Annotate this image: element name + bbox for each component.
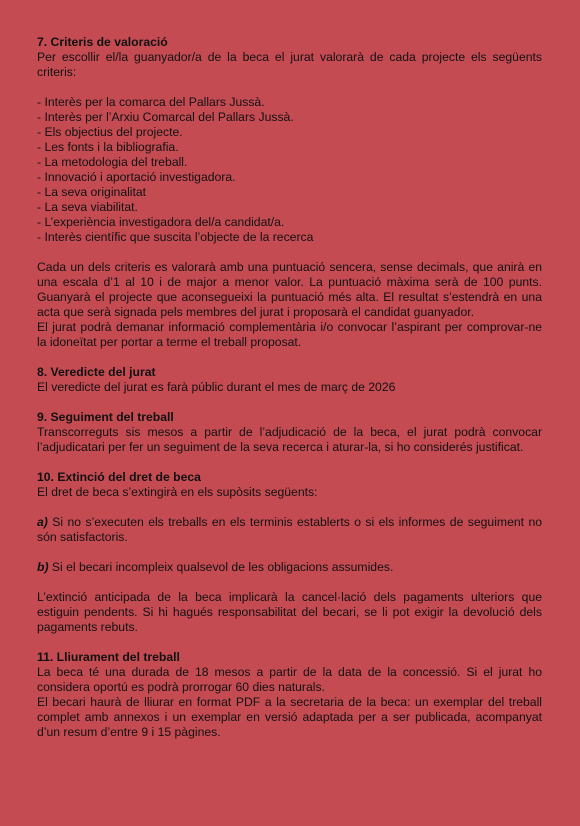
criteria-item: - Els objectius del projecte. xyxy=(37,125,183,139)
section-7-intro: Per escollir el/la guanyador/a de la beca el jurat valorarà de cada projecte els següents criteris: xyxy=(37,50,542,79)
section-8-heading: 8. Veredicte del jurat xyxy=(37,365,156,379)
spacer xyxy=(37,455,542,470)
spacer xyxy=(37,575,542,590)
criteria-item: - La metodologia del treball. xyxy=(37,155,188,169)
section-10-intro: El dret de beca s’extingirà en els supòsits següents: xyxy=(37,485,318,499)
spacer xyxy=(37,635,542,650)
spacer xyxy=(37,545,542,560)
spacer xyxy=(37,245,542,260)
spacer xyxy=(37,80,542,95)
spacer xyxy=(37,350,542,365)
criteria-item: - Interès per l’Arxiu Comarcal del Pallars Jussà. xyxy=(37,110,294,124)
section-7-paragraph: Cada un dels criteris es valorarà amb una puntuació sencera, sense decimals, que anirà en una escala d’1 al 10 i de major a menor valor. La puntuació màxima serà de 100 punts. Guanyarà el projecte que aconsegueixi la puntuació més alta. El resultat s’estendrà en una acta que serà signada pels membres del jurat i proposarà el candidat guanyador. xyxy=(37,260,542,319)
section-10-case-a xyxy=(37,515,542,545)
criteria-item: - La seva viabilitat. xyxy=(37,200,138,214)
criteria-item: - L’experiència investigadora del/a candidat/a. xyxy=(37,215,285,229)
criteria-item: - Innovació i aportació investigadora. xyxy=(37,170,236,184)
section-8-paragraph: El veredicte del jurat es farà públic durant el mes de març de 2026 xyxy=(37,380,396,394)
section-7-paragraph: El jurat podrà demanar informació complementària i/o convocar l’aspirant per comprovar-ne la idoneïtat per portar a terme el treball proposat. xyxy=(37,320,542,349)
criteria-list xyxy=(37,95,542,245)
section-11-paragraph: El becari haurà de lliurar en format PDF a la secretaria de la beca: un exemplar del treball complet amb annexos i un exemplar en versió adaptada per a ser publicada, acompanyat d’un resum d’entre 9 i 15 pàgines. xyxy=(37,695,542,739)
section-9-paragraph: Transcorreguts sis mesos a partir de l’adjudicació de la beca, el jurat podrà convocar l’adjudicatari per fer un seguiment de la seva recerca i aturar-la, si ho considerés justificat. xyxy=(37,425,542,454)
section-11-heading: 11. Lliurament del treball xyxy=(37,650,180,664)
criteria-item: - La seva originalitat xyxy=(37,185,147,199)
section-11-paragraph: La beca té una durada de 18 mesos a partir de la data de la concessió. Si el jurat ho considera oportú es podrà prorrogar 60 dies naturals. xyxy=(37,665,542,694)
spacer xyxy=(37,395,542,410)
criteria-item: - Les fonts i la bibliografia. xyxy=(37,140,179,154)
section-10-paragraph: L’extinció anticipada de la beca implicarà la cancel·lació dels pagaments ulteriors que estiguin pendents. Si hi hagués responsabilitat del becari, se li pot exigir la devolució dels pagaments rebuts. xyxy=(37,590,542,634)
section-10-heading: 10. Extinció del dret de beca xyxy=(37,470,201,484)
section-9-heading: 9. Seguiment del treball xyxy=(37,410,174,424)
section-10-case-b xyxy=(37,560,542,575)
spacer xyxy=(37,500,542,515)
case-a-label: a) xyxy=(37,515,48,529)
criteria-item: - Interès per la comarca del Pallars Jussà. xyxy=(37,95,265,109)
case-b-label: b) xyxy=(37,560,49,574)
case-b-text: Si el becari incompleix qualsevol de les obligacions assumides. xyxy=(48,560,394,574)
section-7-heading: 7. Criteris de valoració xyxy=(37,35,168,49)
case-a-text: Si no s’executen els treballs en els terminis establerts o si els informes de seguiment no són satisfactoris. xyxy=(37,515,542,544)
criteria-item: - Interès científic que suscita l’objecte de la recerca xyxy=(37,230,314,244)
